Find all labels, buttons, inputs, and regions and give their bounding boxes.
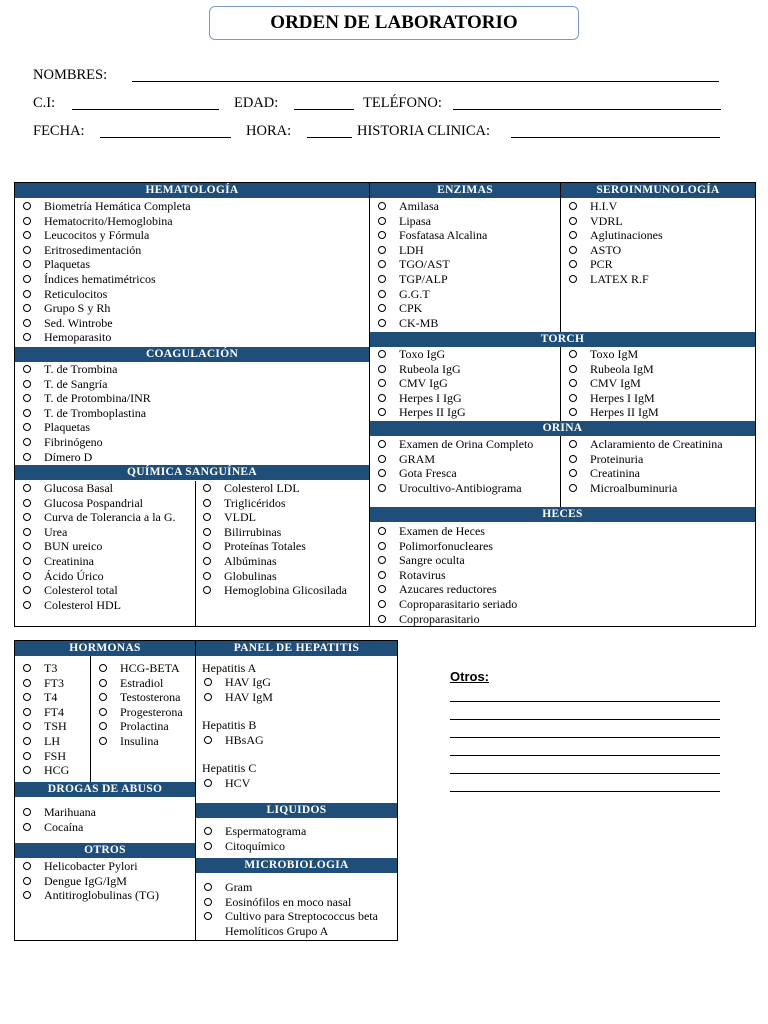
checkbox-item[interactable]: FT3 bbox=[15, 676, 69, 691]
checkbox-item[interactable]: Proteínas Totales bbox=[195, 539, 347, 554]
checkbox-item[interactable]: Progesterona bbox=[91, 705, 183, 720]
checkbox-item[interactable]: VDRL bbox=[561, 214, 663, 229]
checkbox-item[interactable]: Creatinina bbox=[15, 554, 176, 569]
page-title: ORDEN DE LABORATORIO bbox=[209, 6, 579, 40]
historia-label: HISTORIA CLINICA: bbox=[357, 123, 491, 139]
checkbox-item[interactable]: Triglicéridos bbox=[195, 496, 347, 511]
orina-list-1 bbox=[370, 437, 533, 495]
checkbox-item[interactable]: Hematocrito/Hemoglobina bbox=[15, 214, 191, 229]
checkbox-item[interactable]: Eosinófilos en moco nasal bbox=[196, 895, 378, 910]
microbiologia-list bbox=[196, 880, 378, 924]
checkbox-item[interactable]: ASTO bbox=[561, 243, 663, 258]
checkbox-item[interactable]: Toxo IgG bbox=[370, 347, 466, 362]
checkbox-item[interactable]: Lipasa bbox=[370, 214, 487, 229]
liquidos-list bbox=[196, 824, 306, 853]
microbiologia-header: MICROBIOLOGIA bbox=[196, 858, 397, 873]
checkbox-item[interactable]: Insulina bbox=[91, 734, 183, 749]
hepatitis-b-list bbox=[196, 733, 264, 748]
torch-list-1 bbox=[370, 347, 466, 420]
checkbox-item[interactable]: Ácido Úrico bbox=[15, 569, 176, 584]
checkbox-item[interactable]: HCG bbox=[15, 763, 69, 778]
checkbox-item[interactable]: Testosterona bbox=[91, 690, 183, 705]
checkbox-item[interactable]: Examen de Heces bbox=[370, 524, 517, 539]
checkbox-item[interactable]: T3 bbox=[15, 661, 69, 676]
checkbox-item[interactable]: Hemoparasito bbox=[15, 330, 191, 345]
checkbox-item[interactable]: Biometría Hemática Completa bbox=[15, 199, 191, 214]
otros-line[interactable] bbox=[450, 755, 720, 756]
checkbox-item[interactable]: Coproparasitario seriado bbox=[370, 597, 517, 612]
orina-header: ORINA bbox=[370, 421, 755, 436]
checkbox-item[interactable]: CK-MB bbox=[370, 316, 487, 331]
fecha-label: FECHA: bbox=[33, 123, 85, 139]
checkbox-item[interactable]: T. de Trombina bbox=[15, 362, 151, 377]
telefono-field[interactable] bbox=[453, 109, 721, 110]
telefono-label: TELÉFONO: bbox=[363, 95, 442, 111]
checkbox-item[interactable]: Leucocitos y Fórmula bbox=[15, 228, 191, 243]
checkbox-item[interactable]: BUN ureico bbox=[15, 539, 176, 554]
checkbox-item[interactable]: Glucosa Basal bbox=[15, 481, 176, 496]
checkbox-item[interactable]: T4 bbox=[15, 690, 69, 705]
checkbox-item[interactable]: Colesterol HDL bbox=[15, 598, 176, 613]
checkbox-item[interactable]: Herpes I IgG bbox=[370, 391, 466, 406]
checkbox-item[interactable]: Cocaína bbox=[15, 820, 96, 835]
ci-label: C.I: bbox=[33, 95, 56, 111]
nombres-label: NOMBRES: bbox=[33, 67, 108, 83]
checkbox-item[interactable]: HBsAG bbox=[196, 733, 264, 748]
checkbox-item[interactable]: Gota Fresca bbox=[370, 466, 533, 481]
checkbox-item[interactable]: Sangre oculta bbox=[370, 553, 517, 568]
seroinmunologia-header: SEROINMUNOLOGÍA bbox=[561, 183, 755, 198]
hormonas-list-2 bbox=[91, 661, 183, 749]
checkbox-item[interactable]: T. de Tromboplastina bbox=[15, 406, 151, 421]
enzimas-header: ENZIMAS bbox=[370, 183, 560, 198]
checkbox-item[interactable]: Dímero D bbox=[15, 450, 151, 465]
historia-field[interactable] bbox=[511, 137, 720, 138]
checkbox-item[interactable]: HAV IgG bbox=[196, 675, 273, 690]
heces-header: HECES bbox=[370, 507, 755, 522]
checkbox-item[interactable]: Proteinuria bbox=[561, 452, 723, 467]
checkbox-item[interactable]: Fosfatasa Alcalina bbox=[370, 228, 487, 243]
checkbox-item[interactable]: Azucares reductores bbox=[370, 582, 517, 597]
microbiologia-item-continuation: Hemolíticos Grupo A bbox=[225, 924, 329, 938]
checkbox-item[interactable]: CPK bbox=[370, 301, 487, 316]
hormonas-header: HORMONAS bbox=[15, 641, 195, 656]
hematologia-header: HEMATOLOGÍA bbox=[15, 183, 369, 198]
edad-field[interactable] bbox=[294, 109, 354, 110]
coagulacion-header: COAGULACIÓN bbox=[15, 347, 369, 362]
checkbox-item[interactable]: LATEX R.F bbox=[561, 272, 663, 287]
checkbox-item[interactable]: Herpes II IgM bbox=[561, 405, 659, 420]
checkbox-item[interactable]: Amilasa bbox=[370, 199, 487, 214]
checkbox-item[interactable]: CMV IgG bbox=[370, 376, 466, 391]
hepatitis-a-list bbox=[196, 675, 273, 704]
checkbox-item[interactable]: T. de Sangría bbox=[15, 377, 151, 392]
checkbox-item[interactable]: Antitiroglobulinas (TG) bbox=[15, 888, 159, 903]
checkbox-item[interactable]: Citoquímico bbox=[196, 839, 306, 854]
drogas-header: DROGAS DE ABUSO bbox=[15, 782, 195, 797]
checkbox-item[interactable]: Dengue IgG/IgM bbox=[15, 874, 159, 889]
edad-label: EDAD: bbox=[234, 95, 279, 111]
checkbox-item[interactable]: VLDL bbox=[195, 510, 347, 525]
coagulacion-list bbox=[15, 362, 151, 464]
checkbox-item[interactable]: HAV IgM bbox=[196, 690, 273, 705]
checkbox-item[interactable]: Prolactina bbox=[91, 719, 183, 734]
checkbox-item[interactable]: Espermatograma bbox=[196, 824, 306, 839]
checkbox-item[interactable]: Aglutinaciones bbox=[561, 228, 663, 243]
checkbox-item[interactable]: Hemoglobina Glicosilada bbox=[195, 583, 347, 598]
otros-list bbox=[15, 859, 159, 903]
nombres-field[interactable] bbox=[132, 81, 719, 82]
checkbox-item[interactable]: Examen de Orina Completo bbox=[370, 437, 533, 452]
torch-header: TORCH bbox=[370, 332, 755, 347]
checkbox-item[interactable]: Urocultivo-Antibiograma bbox=[370, 481, 533, 496]
checkbox-item[interactable]: T. de Protombina/INR bbox=[15, 391, 151, 406]
checkbox-item[interactable]: Colesterol total bbox=[15, 583, 176, 598]
hepatitis-c-list bbox=[196, 776, 250, 791]
checkbox-item[interactable]: Aclaramiento de Creatinina bbox=[561, 437, 723, 452]
checkbox-item[interactable]: Plaquetas bbox=[15, 420, 151, 435]
checkbox-item[interactable]: LH bbox=[15, 734, 69, 749]
checkbox-item[interactable]: Rubeola IgG bbox=[370, 362, 466, 377]
checkbox-item[interactable]: TGP/ALP bbox=[370, 272, 487, 287]
checkbox-item[interactable]: Globulinas bbox=[195, 569, 347, 584]
checkbox-item[interactable]: Sed. Wintrobe bbox=[15, 316, 191, 331]
hepatitis-header: PANEL DE HEPATITIS bbox=[196, 641, 397, 656]
checkbox-item[interactable]: Gram bbox=[196, 880, 378, 895]
hormonas-list-1 bbox=[15, 661, 69, 778]
checkbox-item[interactable]: FSH bbox=[15, 749, 69, 764]
checkbox-item[interactable]: Microalbuminuria bbox=[561, 481, 723, 496]
checkbox-item[interactable]: G.G.T bbox=[370, 287, 487, 302]
checkbox-item[interactable]: TGO/AST bbox=[370, 257, 487, 272]
checkbox-item[interactable]: Herpes II IgG bbox=[370, 405, 466, 420]
otros-side-label: Otros: bbox=[450, 669, 489, 684]
checkbox-item[interactable]: HCG-BETA bbox=[91, 661, 183, 676]
hora-label: HORA: bbox=[246, 123, 292, 139]
otros-line[interactable] bbox=[450, 719, 720, 720]
checkbox-item[interactable]: Rotavirus bbox=[370, 568, 517, 583]
enzimas-list bbox=[370, 199, 487, 330]
hepatitis-a-label: Hepatitis A bbox=[202, 661, 257, 675]
checkbox-item[interactable]: LDH bbox=[370, 243, 487, 258]
checkbox-item[interactable]: Albúminas bbox=[195, 554, 347, 569]
hematologia-list bbox=[15, 199, 191, 345]
checkbox-item[interactable]: Coproparasitario bbox=[370, 612, 517, 627]
checkbox-item[interactable]: Bilirrubinas bbox=[195, 525, 347, 540]
checkbox-item[interactable]: Estradiol bbox=[91, 676, 183, 691]
checkbox-item[interactable]: Urea bbox=[15, 525, 176, 540]
checkbox-item[interactable]: Rubeola IgM bbox=[561, 362, 659, 377]
fecha-field[interactable] bbox=[100, 137, 231, 138]
hora-field[interactable] bbox=[307, 137, 352, 138]
checkbox-item[interactable]: FT4 bbox=[15, 705, 69, 720]
checkbox-item[interactable]: Grupo S y Rh bbox=[15, 301, 191, 316]
otros-header: OTROS bbox=[15, 843, 195, 858]
checkbox-item[interactable]: Helicobacter Pylori bbox=[15, 859, 159, 874]
checkbox-item[interactable]: Polimorfonucleares bbox=[370, 539, 517, 554]
hepatitis-b-label: Hepatitis B bbox=[202, 718, 257, 732]
otros-line[interactable] bbox=[450, 773, 720, 774]
orina-list-2 bbox=[561, 437, 723, 495]
heces-list bbox=[370, 524, 517, 626]
checkbox-item[interactable]: Eritrosedimentación bbox=[15, 243, 191, 258]
otros-line[interactable] bbox=[450, 737, 720, 738]
ci-field[interactable] bbox=[72, 109, 219, 110]
checkbox-item[interactable]: Reticulocitos bbox=[15, 287, 191, 302]
liquidos-header: LIQUIDOS bbox=[196, 803, 397, 818]
quimica-header: QUÍMICA SANGUÍNEA bbox=[15, 465, 369, 480]
checkbox-item[interactable]: PCR bbox=[561, 257, 663, 272]
checkbox-item[interactable]: Fibrinógeno bbox=[15, 435, 151, 450]
checkbox-item[interactable]: Glucosa Pospandrial bbox=[15, 496, 176, 511]
checkbox-item[interactable]: Cultivo para Streptococcus beta bbox=[196, 909, 378, 924]
seroinmunologia-list bbox=[561, 199, 663, 287]
checkbox-item[interactable]: Curva de Tolerancia a la G. bbox=[15, 510, 176, 525]
checkbox-item[interactable]: Creatinina bbox=[561, 466, 723, 481]
otros-line[interactable] bbox=[450, 791, 720, 792]
checkbox-item[interactable]: CMV IgM bbox=[561, 376, 659, 391]
checkbox-item[interactable]: Toxo IgM bbox=[561, 347, 659, 362]
checkbox-item[interactable]: HCV bbox=[196, 776, 250, 791]
drogas-list bbox=[15, 805, 96, 834]
quimica-list-1 bbox=[15, 481, 176, 612]
checkbox-item[interactable]: TSH bbox=[15, 719, 69, 734]
checkbox-item[interactable]: Plaquetas bbox=[15, 257, 191, 272]
torch-list-2 bbox=[561, 347, 659, 420]
checkbox-item[interactable]: Marihuana bbox=[15, 805, 96, 820]
checkbox-item[interactable]: H.I.V bbox=[561, 199, 663, 214]
quimica-list-2 bbox=[195, 481, 347, 598]
otros-line[interactable] bbox=[450, 701, 720, 702]
checkbox-item[interactable]: Colesterol LDL bbox=[195, 481, 347, 496]
hepatitis-c-label: Hepatitis C bbox=[202, 761, 257, 775]
checkbox-item[interactable]: Índices hematimétricos bbox=[15, 272, 191, 287]
checkbox-item[interactable]: Herpes I IgM bbox=[561, 391, 659, 406]
checkbox-item[interactable]: GRAM bbox=[370, 452, 533, 467]
